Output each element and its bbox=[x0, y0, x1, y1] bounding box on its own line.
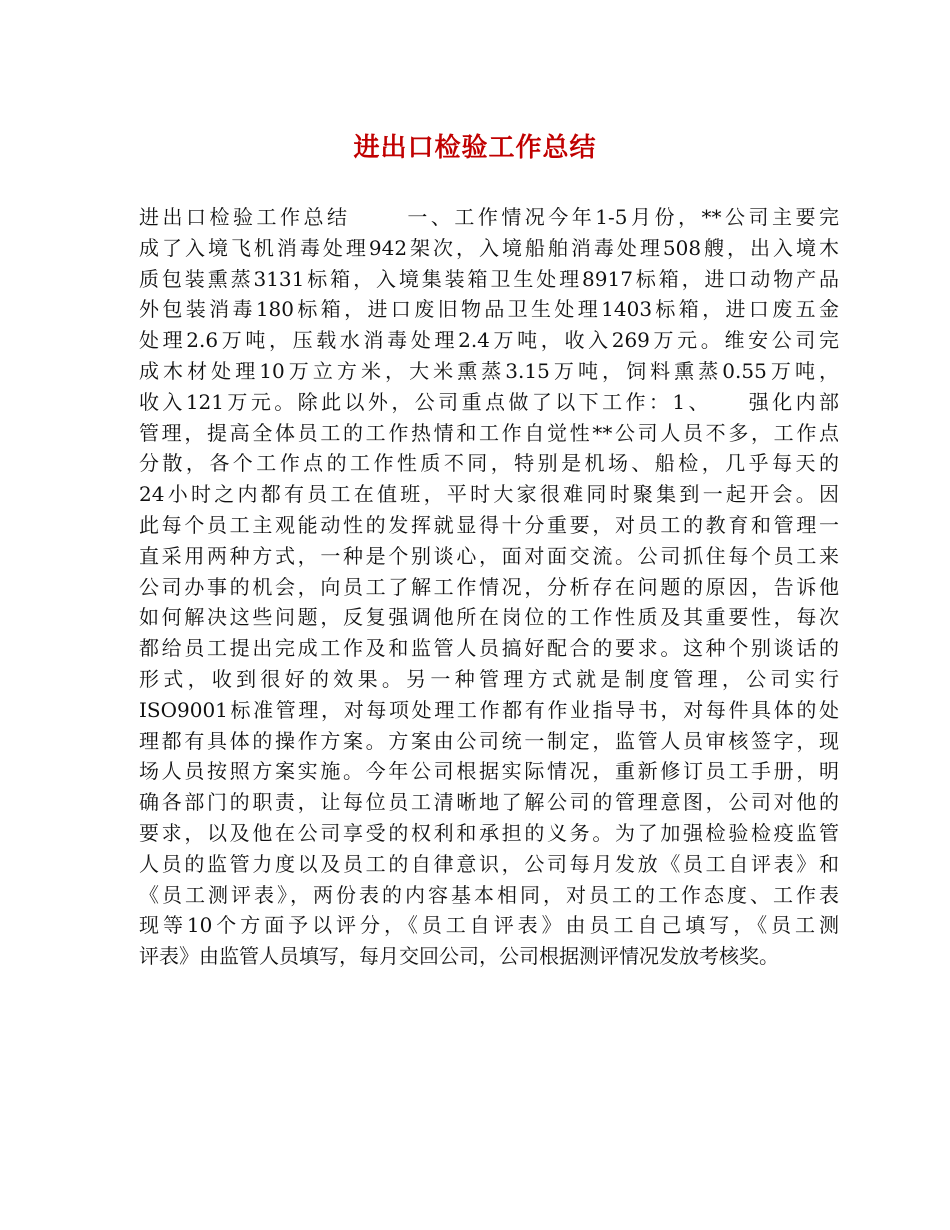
body-line: 都给员工提出完成工作及和监管人员搞好配合的要求。这种个别谈话的 bbox=[139, 636, 839, 661]
body-line: 如何解决这些问题，反复强调他所在岗位的工作性质及其重要性，每次 bbox=[139, 605, 839, 630]
body-line: 收入121万元。除此以外，公司重点做了以下工作：1、 强化内部 bbox=[139, 389, 839, 414]
body-line: 成木材处理10万立方米，大米熏蒸3.15万吨，饲料熏蒸0.55万吨， bbox=[139, 358, 839, 383]
body-line: 人员的监管力度以及员工的自律意识，公司每月发放《员工自评表》和 bbox=[139, 851, 839, 876]
document-title: 进出口检验工作总结 bbox=[353, 133, 597, 163]
document-body bbox=[139, 202, 839, 972]
body-line: 进出口检验工作总结 一、工作情况今年1-5月份，**公司主要完 bbox=[139, 205, 839, 229]
body-line: ISO9001标准管理，对每项处理工作都有作业指导书，对每件具体的处 bbox=[139, 697, 839, 722]
body-line: 质包装熏蒸3131标箱，入境集装箱卫生处理8917标箱，进口动物产品 bbox=[139, 266, 839, 291]
body-line: 外包装消毒180标箱，进口废旧物品卫生处理1403标箱，进口废五金 bbox=[139, 297, 839, 322]
body-line: 场人员按照方案实施。今年公司根据实际情况，重新修订员工手册，明 bbox=[139, 759, 839, 784]
body-line: 直采用两种方式，一种是个别谈心，面对面交流。公司抓住每个员工来 bbox=[139, 543, 839, 568]
body-line: 分散，各个工作点的工作性质不同，特别是机场、船检，几乎每天的 bbox=[139, 451, 839, 476]
body-line: 24小时之内都有员工在值班，平时大家很难同时聚集到一起开会。因 bbox=[139, 482, 839, 507]
body-line: 此每个员工主观能动性的发挥就显得十分重要，对员工的教育和管理一 bbox=[139, 512, 839, 537]
body-line: 成了入境飞机消毒处理942架次，入境船舶消毒处理508艘，出入境木 bbox=[139, 235, 839, 260]
body-line: 现等10个方面予以评分，《员工自评表》由员工自己填写，《员工测 bbox=[139, 913, 839, 938]
body-line: 要求，以及他在公司享受的权利和承担的义务。为了加强检验检疫监管 bbox=[139, 820, 839, 845]
body-line: 评表》由监管人员填写，每月交回公司，公司根据测评情况发放考核奖。 bbox=[139, 944, 779, 969]
body-line: 确各部门的职责，让每位员工清晰地了解公司的管理意图，公司对他的 bbox=[139, 790, 839, 815]
body-line: 形式，收到很好的效果。另一种管理方式就是制度管理，公司实行 bbox=[139, 666, 839, 691]
body-line: 处理2.6万吨，压载水消毒处理2.4万吨，收入269万元。维安公司完 bbox=[139, 328, 839, 353]
body-line: 公司办事的机会，向员工了解工作情况，分析存在问题的原因，告诉他 bbox=[139, 574, 839, 599]
body-line: 管理，提高全体员工的工作热情和工作自觉性**公司人员不多，工作点 bbox=[139, 420, 839, 445]
body-line: 《员工测评表》，两份表的内容基本相同，对员工的工作态度、工作表 bbox=[139, 882, 839, 907]
body-line: 理都有具体的操作方案。方案由公司统一制定，监管人员审核签字，现 bbox=[139, 728, 839, 753]
